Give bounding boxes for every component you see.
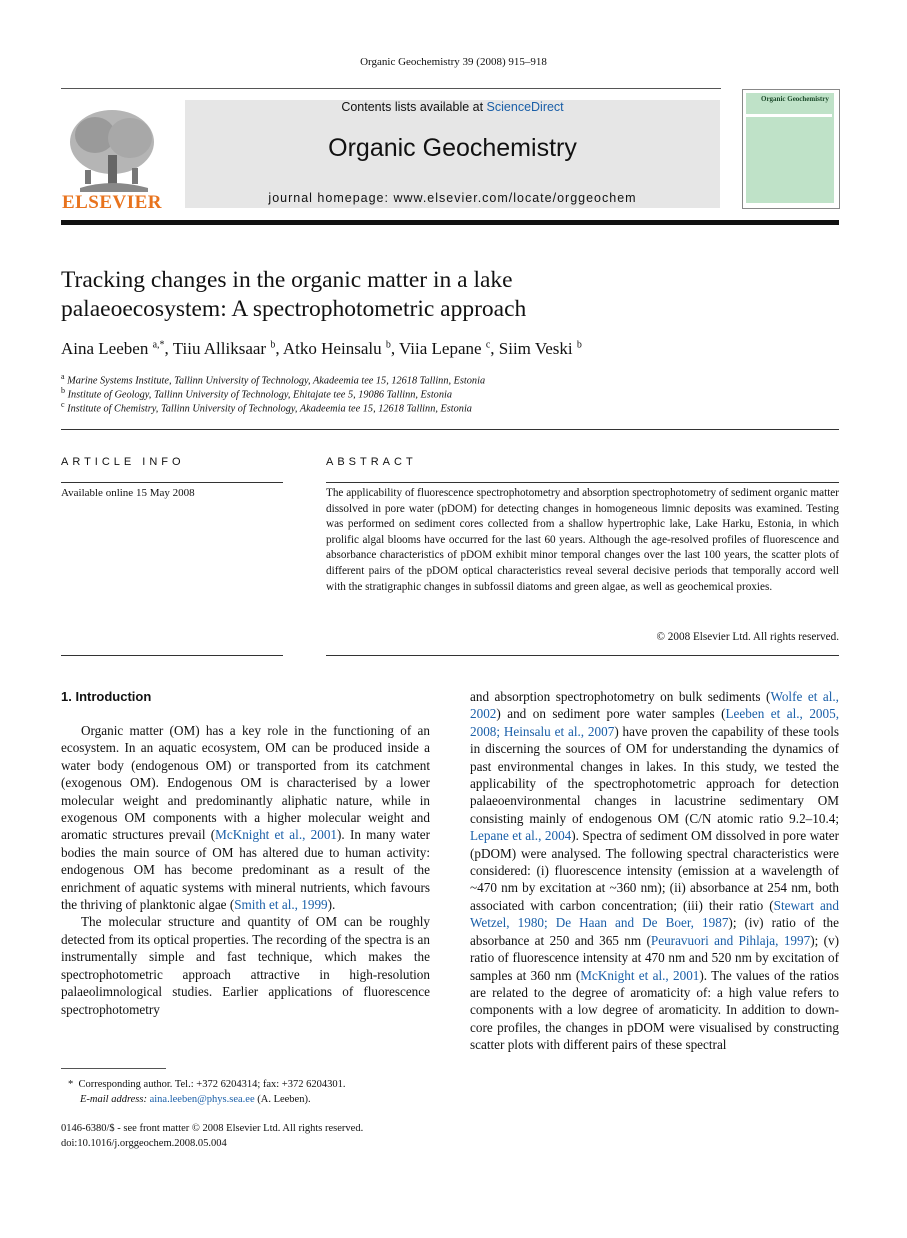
author-name: Aina Leeben [61, 339, 149, 358]
reference-link[interactable]: Stewart and Wetzel, 1980; De Haan and De Boer, 1987 [470, 897, 839, 931]
affiliation-sup: b [61, 386, 65, 395]
reference-link[interactable]: Peuravuori and Pihlaja, 1997 [650, 932, 811, 948]
affiliation [61, 386, 452, 400]
header-rule [61, 88, 721, 89]
sciencedirect-link[interactable]: ScienceDirect [486, 100, 564, 114]
article-title [61, 266, 761, 324]
footnote [68, 1077, 438, 1107]
footnote-corresponding [68, 1077, 438, 1092]
paragraph [470, 688, 839, 1054]
author-name: Siim Veski [498, 339, 573, 358]
text-run: ). [327, 897, 336, 913]
affiliation-text: Marine Systems Institute, Tallinn University of Technology, Akadeemia tee 15, 12618 Tallinn, Estonia [67, 375, 486, 387]
journal-cover-thumbnail [742, 89, 840, 209]
text-run: ); (v) ratio of fluorescence intensity at 470 nm and 520 nm by excitation of samples at 360 nm ( [470, 932, 840, 983]
title-line-2: palaeoecosystem: A spectrophotometric approach [61, 296, 527, 322]
text-run: ). The values of the ratios are related to the degree of aromaticity of: a high value refers to components with a low degree of aromaticity. In addition to down-core profiles, the changes in pDOM were visualised by constructing scatter plots with different pairs of these spectral [470, 967, 839, 1053]
text-run: ) and on sediment pore water samples ( [496, 706, 726, 722]
corresponding-author: Corresponding author. Tel.: +372 6204314; fax: +372 6204301. [78, 1079, 346, 1090]
text-run: ). In many water bodies the main source of OM has altered due to human activity: endogenous OM has become predominant as a result of the enrichment of aquatic systems with mineral nutrients, which favours the thriving of planktonic algae ( [61, 827, 430, 913]
divider [326, 482, 839, 483]
abstract-text: The applicability of fluorescence spectrophotometry and absorption spectrophotometry of sediment organic matter dissolved in pore water (pDOM) for detecting changes in homogeneous limnic deposits was examined. Testing was performed on sediment cores collected from a shallow hypertrophic lake, Lake Harku, Estonia, in which prolific algal blooms have occurred for the last 60 years. Although the age-resolved profiles of fluorescence and absorbance characteristics of pDOM exhibit minor temporal changes over the last 100 years, the scatter plots of different pairs of the pDOM optical characteristics reveal several decisive periods that temporally accord well with the stratigraphic changes in subfossil diatoms and green algae, as well as geochemical proxies. [326, 487, 839, 593]
header-thick-rule [61, 220, 839, 225]
reference-link[interactable]: McKnight et al., 2001 [580, 967, 700, 983]
author-list: Aina Leeben $^{a,*}$, Tiiu Alliksaar $^b$, Atko Heinsalu $^b$, Viia Lepane $^c$, Siim Veski $^b$ [61, 339, 582, 358]
article-info-label: ARTICLE INFO [61, 456, 185, 468]
affiliation-text: Institute of Geology, Tallinn University of Technology, Ehitajate tee 5, 19086 Tallinn, Estonia [67, 389, 452, 401]
paragraph [61, 722, 430, 913]
publisher-logo-text: ELSEVIER [61, 192, 163, 213]
reference-link[interactable]: Lepane et al., 2004 [470, 828, 572, 844]
reference-link[interactable]: Leeben et al., 2005, 2008; Heinsalu et al., 2007 [470, 706, 839, 739]
reference-link[interactable]: McKnight et al., 2001 [215, 827, 338, 843]
email-label: E-mail address: [80, 1094, 147, 1105]
divider [61, 429, 839, 430]
divider [61, 655, 283, 656]
author-name: Tiiu Alliksaar [172, 339, 267, 358]
author-sup: b [270, 339, 276, 351]
email-suffix: (A. Leeben). [257, 1094, 311, 1105]
reference-link[interactable]: Smith et al., 1999 [234, 897, 328, 913]
doi-line[interactable]: doi:10.1016/j.orggeochem.2008.05.004 [61, 1138, 227, 1149]
title-line-1: Tracking changes in the organic matter in a lake [61, 267, 513, 293]
divider [326, 655, 839, 656]
email-link[interactable]: aina.leeben@phys.sea.ee [149, 1094, 255, 1105]
right-column [470, 688, 839, 1054]
available-online: Available online 15 May 2008 [61, 487, 195, 499]
author-sup: a,* [152, 339, 165, 351]
footnote-rule [61, 1068, 166, 1069]
affiliation-sup: c [61, 400, 65, 409]
author-name: Viia Lepane [399, 339, 482, 358]
left-column [61, 722, 430, 1018]
text-run: ) have proven the capability of these tools in discerning the sources of OM for understanding the dynamics of past environmental changes in lakes. In this study, we tested the applicability of the spectrophotometric approach for detection palaeoenvironmental changes in lacustrine sedimentary OM consisting mainly of endogenous OM (C/N atomic ratio 9.2–10.4; [470, 723, 839, 826]
footnote-star: * [68, 1079, 74, 1090]
affiliation-text: Institute of Chemistry, Tallinn University of Technology, Akadeemia tee 15, 12618 Tallinn, Estonia [67, 403, 472, 415]
affiliation [61, 372, 485, 386]
contents-line [185, 100, 720, 114]
section-title: 1. Introduction [61, 689, 152, 704]
author-sup: c [485, 339, 491, 351]
footnote-email [68, 1092, 438, 1107]
cover-title: Organic Geochemistry [761, 95, 829, 103]
text-run: and absorption spectrophotometry on bulk sediments ( [470, 689, 771, 704]
issn-line: 0146-6380/$ - see front matter © 2008 Elsevier Ltd. All rights reserved. [61, 1123, 364, 1134]
affiliation-sup: a [61, 372, 65, 381]
contents-prefix: Contents lists available at [341, 100, 487, 114]
text-run: ). Spectra of sediment OM dissolved in pore water (pDOM) were analysed. The following spectral characteristics were considered: (i) fluorescence intensity (emission at a wavelength of ~470 nm by excitation at ~360 nm); (ii) absorbance at 254 nm, both associated with carbon concentration; (iii) their ratio ( [470, 828, 840, 913]
journal-homepage[interactable]: journal homepage: www.elsevier.com/locate/orggeochem [268, 191, 637, 205]
cover-background [746, 93, 834, 203]
abstract-label: ABSTRACT [326, 456, 417, 468]
front-matter-info [61, 1121, 441, 1151]
paragraph: The molecular structure and quantity of OM can be roughly detected from its optical properties. The recording of the spectra is an instrumentally simple and fast technique, which makes the spectrophotometric approach attractive in high-resolution palaeolimnological studies. Earlier applications of fluorescence spectrophotometry [61, 914, 430, 1017]
affiliation [61, 400, 472, 414]
author-sup: b [576, 339, 582, 351]
author-name: Atko Heinsalu [282, 339, 382, 358]
abstract-copyright: © 2008 Elsevier Ltd. All rights reserved. [656, 631, 839, 643]
journal-name: Organic Geochemistry [328, 134, 577, 162]
text-run: ); (iv) ratio of the absorbance at 250 and 365 nm ( [470, 915, 840, 948]
reference-link[interactable]: Wolfe et al., 2002 [470, 689, 839, 722]
author-sup: b [385, 339, 391, 351]
text-run: Organic matter (OM) has a key role in the functioning of an ecosystem. In an aquatic ecosystem, OM can be produced inside a water body (endogenous OM) or transported from its catchment (exogenous OM). Endogenous OM is characterised by a lower molecular weight and predominantly aliphatic nature, while in exogenous OM components with a higher molecular weight and aromatic structures prevail ( [61, 723, 430, 843]
divider [61, 482, 283, 483]
journal-citation: Organic Geochemistry 39 (2008) 915–918 [360, 56, 547, 68]
cover-band [746, 114, 832, 117]
